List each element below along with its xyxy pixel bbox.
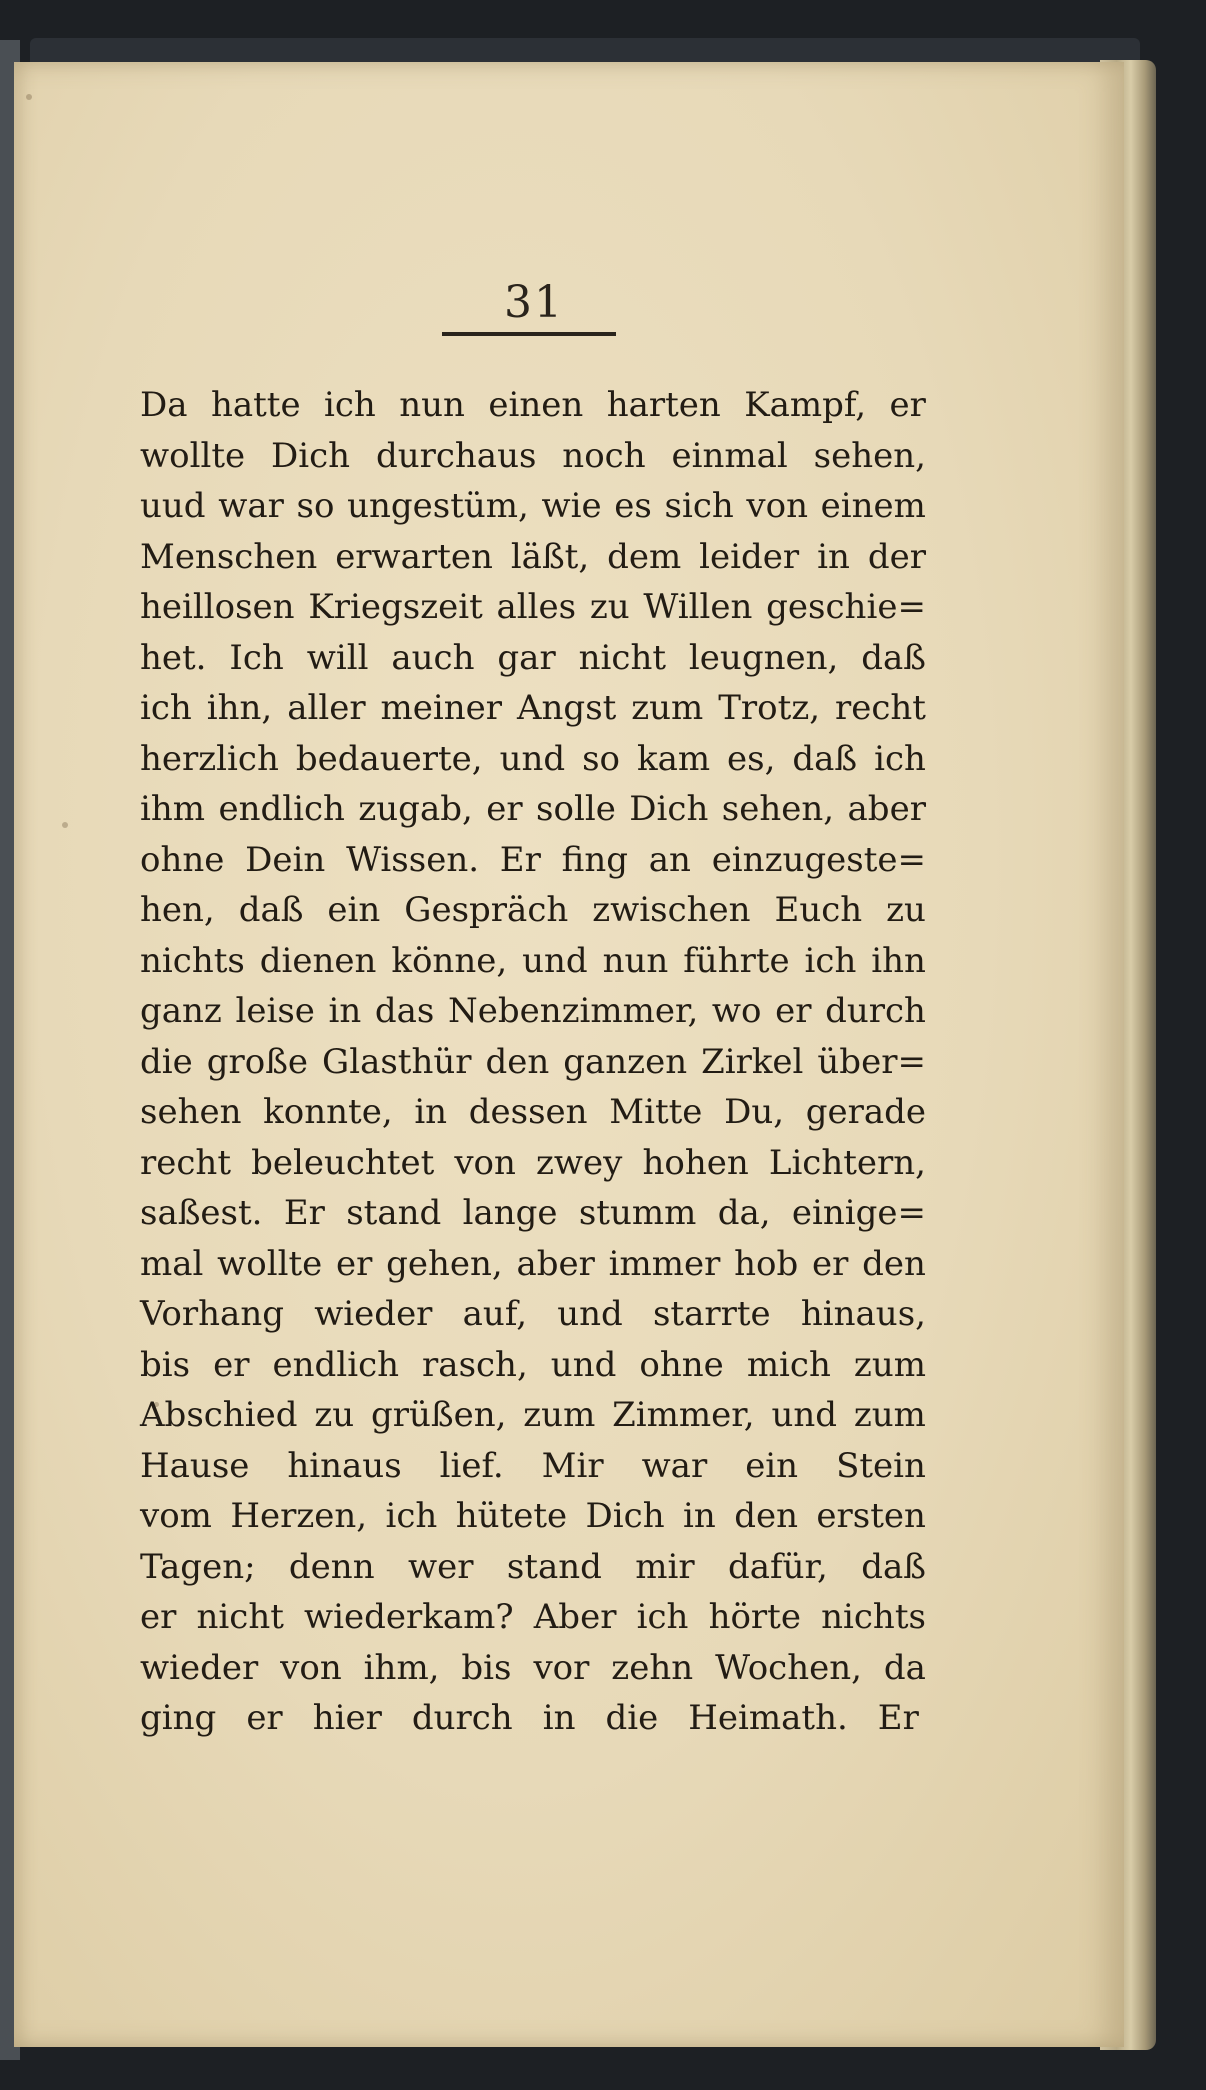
word: Wissen. — [346, 839, 480, 880]
text-line — [140, 633, 926, 684]
word: Stein — [836, 1445, 926, 1486]
word: hier — [312, 1698, 382, 1738]
text-line — [140, 683, 926, 734]
word: wollte — [217, 1243, 323, 1284]
word: einzugeste= — [711, 839, 926, 880]
word: ihm — [140, 789, 206, 829]
word: lief. — [439, 1445, 504, 1486]
word: wer — [407, 1546, 474, 1587]
word: Kriegszeit — [308, 587, 483, 627]
word: da, — [717, 1193, 771, 1233]
word: ganz — [140, 991, 222, 1031]
text-line — [140, 431, 926, 482]
book-page — [14, 62, 1124, 2047]
word: Dein — [245, 839, 326, 880]
word: es — [614, 486, 652, 526]
text-line — [140, 1138, 926, 1189]
word: der — [867, 536, 926, 577]
word: durchaus — [375, 435, 537, 476]
word: fing — [561, 839, 628, 880]
word: Er — [499, 839, 541, 880]
text-line — [140, 1592, 926, 1643]
word: ging — [140, 1698, 217, 1738]
word: und — [522, 940, 588, 981]
text-line — [140, 1239, 926, 1290]
word: nun — [399, 385, 465, 425]
word: saßest. — [140, 1193, 263, 1233]
word: ungestüm, — [347, 486, 529, 526]
word: stand — [346, 1193, 442, 1233]
word: bis — [140, 1344, 191, 1385]
word: gerade — [805, 1092, 926, 1132]
word: zum — [631, 688, 704, 728]
word: wollte — [140, 435, 246, 476]
word: kam — [636, 738, 711, 779]
text-line — [140, 1390, 926, 1441]
word: hen, — [140, 890, 215, 930]
word: ein — [745, 1445, 799, 1486]
word: recht — [834, 688, 926, 728]
word: ich — [804, 940, 857, 981]
word: so — [582, 738, 621, 779]
word: nichts — [821, 1597, 926, 1637]
word: daß — [861, 637, 926, 678]
word: aber — [847, 789, 926, 829]
text-line — [140, 1289, 926, 1340]
text-line — [140, 784, 926, 835]
word: Lichtern, — [768, 1142, 926, 1183]
word: Euch — [774, 890, 863, 930]
text-line — [140, 936, 926, 987]
word: denn — [288, 1546, 375, 1587]
text-line — [140, 1643, 926, 1694]
text-line — [140, 481, 926, 532]
paper-spot — [62, 822, 68, 828]
word: er — [213, 1344, 250, 1385]
word: ich — [140, 688, 192, 728]
word: von — [454, 1142, 516, 1183]
word: und — [557, 1294, 623, 1334]
word: starrte — [652, 1294, 771, 1334]
word: solle — [536, 789, 616, 829]
word: vom — [140, 1496, 212, 1536]
word: Du, — [724, 1092, 785, 1132]
word: heillosen — [140, 587, 295, 627]
word: sehen, — [721, 789, 835, 829]
word: zu — [589, 587, 630, 627]
word: zu — [314, 1395, 355, 1435]
word: mir — [635, 1546, 695, 1587]
word: in — [817, 536, 850, 577]
word: und — [499, 738, 566, 779]
word: er — [140, 1597, 177, 1637]
text-line — [140, 986, 926, 1037]
word: wieder — [314, 1294, 433, 1334]
word: ich — [636, 1597, 689, 1637]
word: er — [812, 1243, 849, 1284]
word: daß — [792, 738, 858, 779]
word: zwischen — [592, 890, 751, 930]
word: zu — [886, 890, 926, 930]
word: läßt, — [510, 536, 590, 577]
word: er — [775, 991, 812, 1031]
word: von — [746, 486, 808, 526]
word: Vorhang — [140, 1294, 284, 1334]
word: Dich — [585, 1496, 665, 1536]
word: daß — [861, 1546, 926, 1587]
word: gar — [497, 637, 556, 678]
word: leugnen, — [688, 637, 839, 678]
text-line — [140, 1542, 926, 1593]
word: Tagen; — [140, 1546, 256, 1587]
word: mich — [746, 1344, 831, 1385]
word: ohne — [639, 1344, 724, 1385]
word: Mitte — [609, 1092, 703, 1132]
word: war — [218, 486, 284, 526]
word: in — [542, 1698, 576, 1738]
word: Er — [283, 1193, 325, 1233]
word: nicht — [578, 637, 666, 678]
word: in — [683, 1496, 716, 1536]
word: er — [336, 1243, 373, 1284]
word: zehn — [611, 1647, 694, 1688]
word: beleuchtet — [251, 1142, 435, 1183]
word: den — [734, 1496, 798, 1536]
word: Er — [877, 1698, 919, 1738]
word: Heimath. — [688, 1698, 848, 1738]
word: ohne — [140, 839, 225, 880]
word: Dich — [629, 789, 709, 829]
word: nicht — [196, 1597, 284, 1637]
word: ganzen — [563, 1041, 688, 1082]
word: könne, — [391, 940, 508, 981]
word: hinaus, — [800, 1294, 926, 1334]
word: ihn — [871, 940, 926, 981]
word: het. — [140, 637, 207, 678]
text-line — [140, 1037, 926, 1088]
word: zugab, — [358, 789, 473, 829]
word: dessen — [468, 1092, 588, 1132]
word: sich — [664, 486, 734, 526]
text-line — [140, 835, 926, 886]
word: endlich — [272, 1344, 400, 1385]
word: herzlich — [140, 738, 279, 779]
word: er — [889, 385, 926, 425]
word: dafür, — [728, 1546, 828, 1587]
word: große — [206, 1041, 309, 1082]
word: ich — [324, 385, 376, 425]
word: wo — [711, 991, 762, 1031]
word: dienen — [259, 940, 377, 981]
word: meiner — [380, 688, 503, 728]
word: einige= — [791, 1193, 926, 1233]
word: stumm — [578, 1193, 697, 1233]
text-line — [140, 1693, 926, 1744]
word: ihn, — [206, 688, 273, 728]
word: aber — [516, 1243, 595, 1284]
text-line — [140, 1340, 926, 1391]
word: sehen, — [813, 435, 926, 476]
word: bedauerte, — [295, 738, 483, 779]
word: Da — [140, 385, 188, 425]
word: Ich — [229, 637, 284, 678]
word: Menschen — [140, 536, 318, 577]
word: Nebenzimmer, — [447, 991, 699, 1031]
word: einem — [820, 486, 926, 526]
word: einmal — [671, 435, 788, 476]
word: Willen — [643, 587, 753, 627]
word: immer — [608, 1243, 721, 1284]
word: hob — [734, 1243, 799, 1284]
page-number: 31 — [504, 277, 564, 328]
word: erwarten — [335, 536, 493, 577]
word: ich — [874, 738, 926, 779]
word: er — [246, 1698, 283, 1738]
word: vor — [533, 1647, 590, 1688]
word: Wochen, — [715, 1647, 862, 1688]
word: auch — [391, 637, 475, 678]
word: es, — [727, 738, 776, 779]
text-line — [140, 582, 926, 633]
word: daß — [238, 890, 304, 930]
word: wiederkam? — [304, 1597, 514, 1637]
word: ein — [327, 890, 381, 930]
word: Dich — [270, 435, 351, 476]
word: geschie= — [766, 587, 926, 627]
word: er — [486, 789, 523, 829]
word: Aber — [533, 1597, 617, 1637]
word: harten — [606, 385, 721, 425]
word: gehen, — [386, 1243, 503, 1284]
word: zwey — [536, 1142, 623, 1183]
word: über= — [817, 1041, 926, 1082]
word: führte — [683, 940, 790, 981]
text-line — [140, 1087, 926, 1138]
word: wieder — [140, 1647, 259, 1688]
word: Angst — [516, 688, 617, 728]
word: den — [862, 1243, 926, 1284]
word: an — [648, 839, 691, 880]
word: Abschied — [140, 1395, 298, 1435]
word: auf, — [462, 1294, 528, 1334]
text-line — [140, 1441, 926, 1492]
text-line — [140, 734, 926, 785]
word: nun — [602, 940, 669, 981]
word: Herzen, — [230, 1496, 368, 1536]
word: konnte, — [263, 1092, 393, 1132]
word: noch — [562, 435, 646, 476]
word: die — [605, 1698, 659, 1738]
word: ich — [385, 1496, 438, 1536]
text-line — [140, 885, 926, 936]
word: da — [883, 1647, 926, 1688]
word: Hause — [140, 1445, 250, 1486]
word: wie — [541, 486, 602, 526]
word: will — [306, 637, 369, 678]
word: uud — [140, 486, 206, 526]
word: bis — [461, 1647, 512, 1688]
word: grüßen, — [370, 1395, 507, 1435]
word: hinaus — [287, 1445, 402, 1486]
word: lange — [462, 1193, 558, 1233]
word: die — [140, 1041, 193, 1082]
word: durch — [411, 1698, 513, 1738]
word: Zimmer, — [612, 1395, 755, 1435]
word: stand — [506, 1546, 602, 1587]
word: ihm, — [363, 1647, 440, 1688]
word: zum — [853, 1344, 926, 1385]
word: recht — [140, 1142, 231, 1183]
word: so — [296, 486, 335, 526]
word: von — [280, 1647, 342, 1688]
word: ersten — [816, 1496, 926, 1536]
word: einen — [488, 385, 584, 425]
word: leider — [699, 536, 800, 577]
word: hörte — [708, 1597, 801, 1637]
word: sehen — [140, 1092, 242, 1132]
text-line — [140, 532, 926, 583]
word: das — [374, 991, 435, 1031]
word: Mir — [541, 1445, 604, 1486]
word: leise — [235, 991, 315, 1031]
word: den — [485, 1041, 550, 1082]
word: alles — [496, 587, 577, 627]
word: zum — [523, 1395, 596, 1435]
word: Kampf, — [744, 385, 867, 425]
word: rasch, — [422, 1344, 528, 1385]
word: und — [550, 1344, 617, 1385]
word: Glasthür — [322, 1041, 472, 1082]
word: durch — [825, 991, 926, 1031]
text-line — [140, 380, 926, 431]
text-line — [140, 1491, 926, 1542]
word: hohen — [642, 1142, 749, 1183]
word: war — [641, 1445, 708, 1486]
text-line — [140, 1188, 926, 1239]
word: nichts — [140, 940, 245, 981]
paper-spot — [26, 94, 32, 100]
word: zum — [853, 1395, 926, 1435]
word: Zirkel — [701, 1041, 804, 1082]
word: dem — [607, 536, 682, 577]
word: und — [771, 1395, 838, 1435]
word: mal — [140, 1243, 204, 1284]
word: aller — [287, 688, 366, 728]
word: Trotz, — [718, 688, 821, 728]
body-text — [140, 380, 926, 1744]
word: hatte — [210, 385, 301, 425]
word: Gespräch — [404, 890, 569, 930]
word: in — [328, 991, 362, 1031]
word: in — [414, 1092, 448, 1132]
header-rule — [442, 332, 616, 336]
word: endlich — [218, 789, 345, 829]
word: hütete — [455, 1496, 568, 1536]
